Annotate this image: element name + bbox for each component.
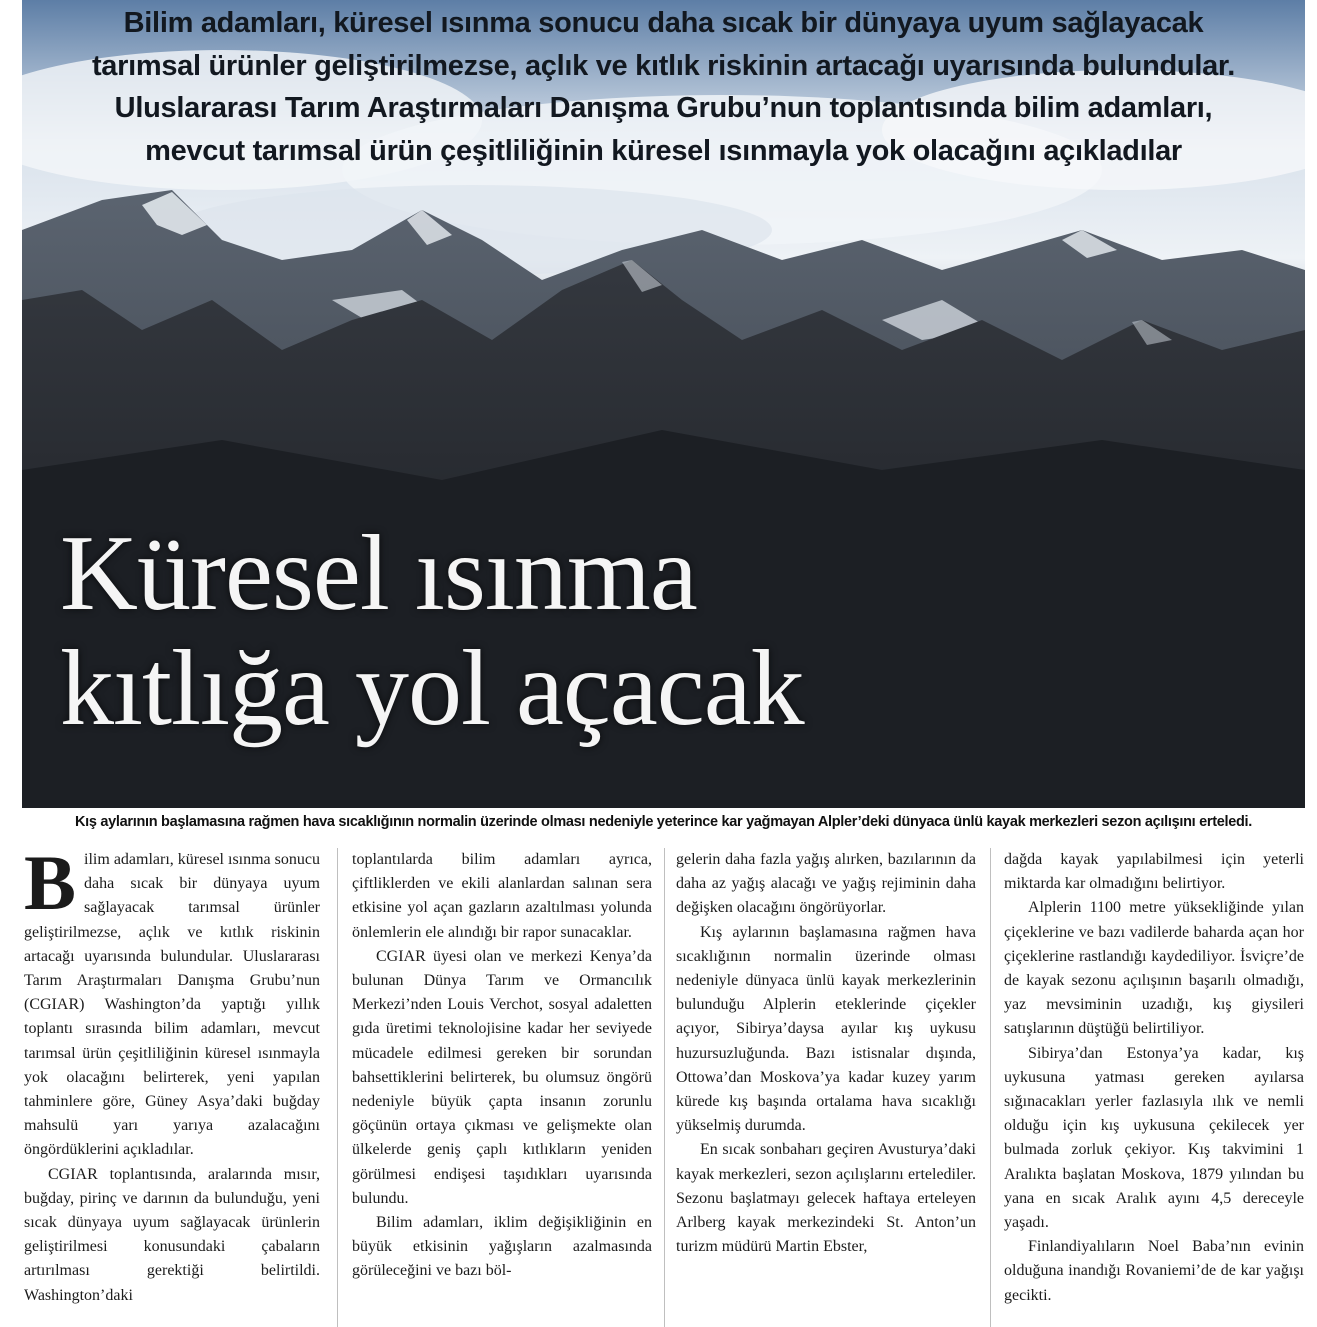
deck-line: mevcut tarımsal ürün çeşitliliğinin küresel ısınmayla yok olacağını açıkladılar <box>145 134 1182 167</box>
paragraph: Finlandiyalıların Noel Baba’nın evinin olduğuna inandığı Rovaniemi’de de kar yağışı gecikti. <box>1004 1238 1304 1304</box>
paragraph: Bilim adamları, iklim değişikliğinin en büyük etkisinin yağışların azalmasında görüleceğini ve bazı böl- <box>352 1214 652 1280</box>
article-body <box>24 848 1304 1327</box>
paragraph: Alplerin 1100 metre yüksekliğinde yılan çiçeklerine ve bazı vadilerde baharda açan hor çiçeklerine rastlandığı kaydediliyor. İsviçre’de de kayak sezonu açılışının başarılı olmadığı, yaz mevsiminin uzadığı, kış giysileri satışlarının düştüğü belirtiliyor. <box>1004 899 1304 1038</box>
paragraph-text: ilim adamları, küresel ısınma sonucu daha sıcak bir dünyaya uyum sağlayacak tarımsal ürünler geliştirilmezse, açlık ve kıtlık riskinin artacağı uyarısında bulundular. Uluslararası Tarım Araştırmaları Danışma Grubu’nun (CGIAR) Washington’da yaptığı yıllık toplantı sırasında bilim adamları, mevcut tarımsal ürün çeşitliliğinin küresel ısınmayla yok olacağını belirterek, yeni yapılan tahminlere göre, Güney Asya’daki buğday mahsulü yarı yarıya azalacağını öngördüklerini açıkladılar. <box>24 851 320 1159</box>
column-4 <box>1004 848 1304 1327</box>
paragraph: gelerin daha fazla yağış alırken, bazılarının da daha az yağış alacağı ve yağış rejiminin daha değişken olacağını öngörüyorlar. <box>676 851 976 917</box>
headline-line: Küresel ısınma <box>60 514 697 633</box>
deck-line: tarımsal ürünler geliştirilmezse, açlık ve kıtlık riskinin artacağı uyarısında bulundular. <box>91 49 1236 82</box>
paragraph: CGIAR üyesi olan ve merkezi Kenya’da bulunan Dünya Tarım ve Ormancılık Merkezi’nden Louis Verchot, sosyal adaletten gıda üretimi teknolojisine kadar her seviyede mücadele edilmesi gereken bir sorundan bahsettiklerini belirterek, bu olumsuz öngörü nedeniyle büyük çapta insanın zorunlu göçünün ortaya çıkması ve gelişmekte olan ülkelerde geniş çaplı kıtlıkların yeniden görülmesi endişesi taşıdıkları uyarısında bulundu. <box>352 947 652 1207</box>
column-3 <box>676 848 976 1327</box>
deck-line: Bilim adamları, küresel ısınma sonucu daha sıcak bir dünyaya uyum sağlayacak <box>123 7 1204 39</box>
deck-line: Uluslararası Tarım Araştırmaları Danışma Grubu’nun toplantısında bilim adamları, <box>114 92 1213 124</box>
paragraph <box>24 848 320 1163</box>
paragraph: En sıcak sonbaharı geçiren Avusturya’daki kayak merkezleri, sezon açılışlarını ertelediler. Sezonu başlatmayı gelecek haftaya erteleyen Arlberg kayak merkezindeki St. Anton’un turizm müdürü Martin Ebster, <box>676 1141 976 1256</box>
paragraph: Sibirya’dan Estonya’ya kadar, kış uykusuna yatması gereken ayılarsa sığınacakları yerler fazlasıyla ılık ve nemli olduğu için kış uykusuna çekilecek yer bulmada zorluk çekiyor. Kış takvimini 1 Aralıkta başlatan Moskova, 1879 yılından bu yana en sıcak Aralık ayını 4,5 dereceyle yaşadı. <box>1004 1044 1304 1232</box>
paragraph: dağda kayak yapılabilmesi için yeterli miktarda kar olmadığını belirtiyor. <box>1004 851 1304 893</box>
headline <box>60 516 804 746</box>
column-2 <box>352 848 652 1327</box>
paragraph: CGIAR toplantısında, aralarında mısır, buğday, pirinç ve darının da bulunduğu, yeni sıcak dünyaya uyum sağlayacak ürünlerin geliştirilmesi konusundaki çabaların artırılması gerektiği belirtildi. Washington’daki <box>24 1165 320 1304</box>
mountain-photo <box>22 0 1305 808</box>
photo-caption: Kış aylarının başlamasına rağmen hava sıcaklığının normalin üzerinde olması nedeniyle yeterince kar yağmayan Alpler’deki dünyaca ünlü kayak merkezleri sezon açılışını erteledi. <box>75 814 1252 830</box>
headline-line: kıtlığa yol açacak <box>60 629 804 748</box>
article-deck <box>22 2 1305 172</box>
column-1 <box>24 848 320 1327</box>
paragraph: Kış aylarının başlamasına rağmen hava sıcaklığının normalin üzerinde olması nedeniyle dünyaca ünlü kayak merkezlerinin bulunduğu Alplerin eteklerinde çiçekler açıyor, Sibirya’daysa ayılar kış uykusu huzursuzluğunda. Bazı istisnalar dışında, Ottowa’dan Moskova’ya kadar kuzey yarım kürede kış başında ortalama hava sıcaklığı yükselmiş durumda. <box>676 923 976 1135</box>
paragraph: toplantılarda bilim adamları ayrıca, çiftliklerden ve ekili alanlardan salınan sera etkisine yol açan gazların azaltılması yolunda önlemlerin ele alındığı bir rapor sunacaklar. <box>352 851 652 941</box>
drop-cap: B <box>24 848 77 926</box>
